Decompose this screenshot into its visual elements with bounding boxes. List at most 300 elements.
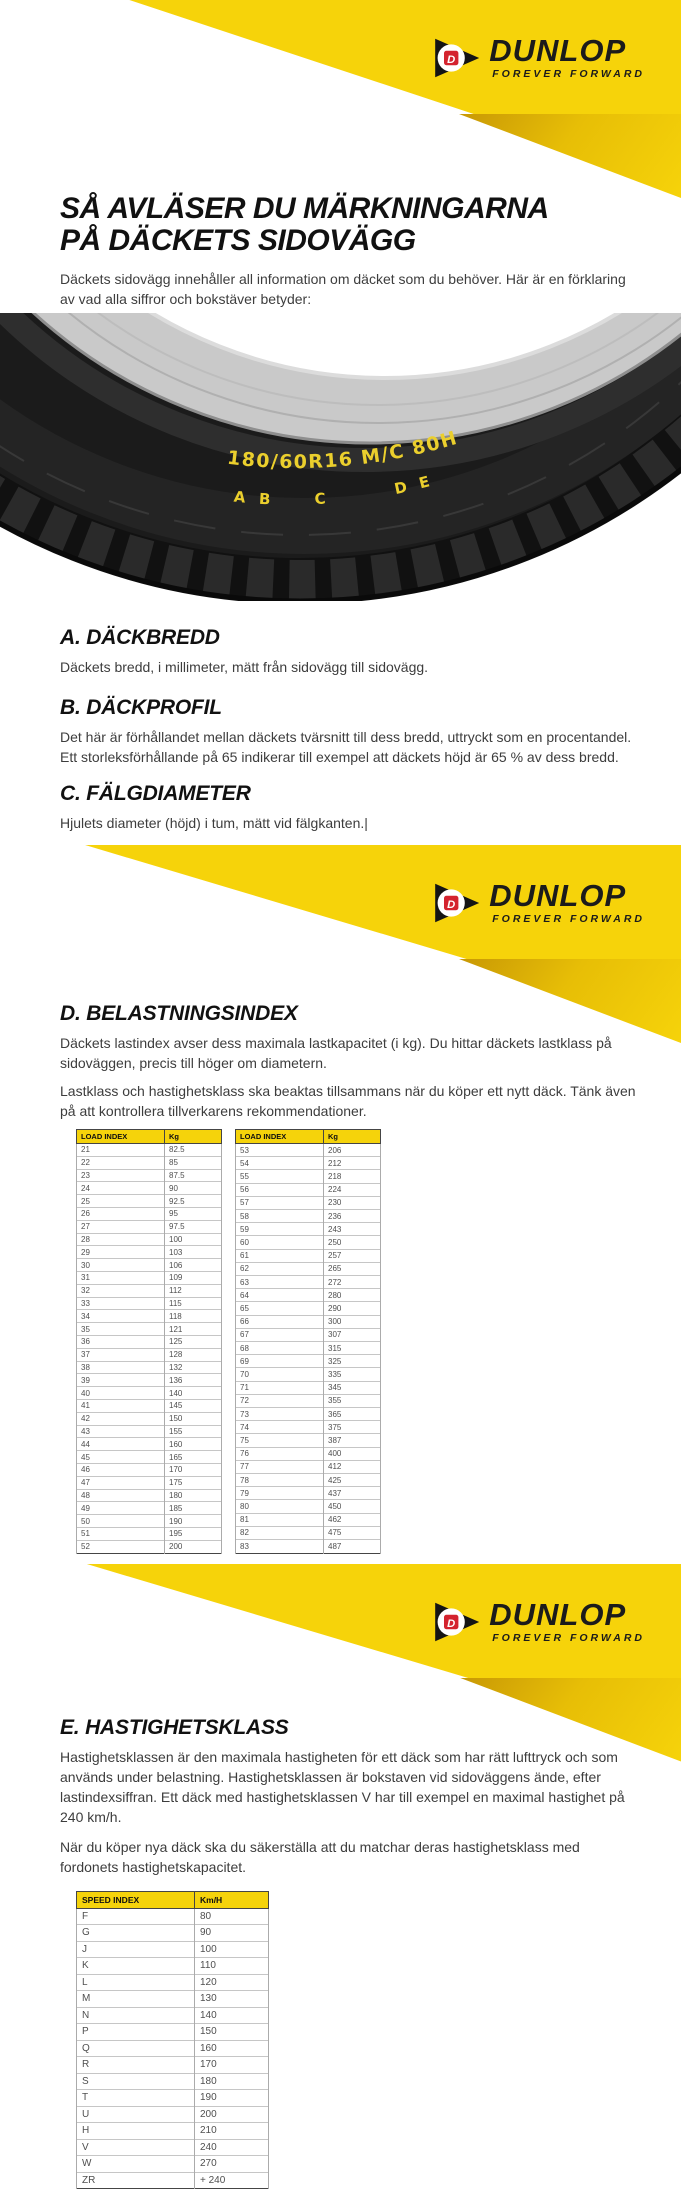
table-cell: 90 bbox=[195, 1925, 269, 1942]
table-row bbox=[77, 1182, 222, 1195]
table-cell: 412 bbox=[324, 1460, 381, 1473]
table-cell: 206 bbox=[324, 1144, 381, 1157]
table-row bbox=[77, 1515, 222, 1528]
table-cell: 70 bbox=[236, 1368, 324, 1381]
dunlop-d-icon bbox=[432, 34, 480, 82]
table-row bbox=[77, 1310, 222, 1323]
page-title-line2: PÅ DÄCKETS SIDOVÄGG bbox=[60, 224, 416, 257]
table-cell: 23 bbox=[77, 1169, 165, 1182]
table-cell: 55 bbox=[236, 1170, 324, 1183]
table-row bbox=[236, 1302, 381, 1315]
table-row bbox=[236, 1157, 381, 1170]
table-cell: 170 bbox=[165, 1463, 222, 1476]
logo-text bbox=[489, 33, 645, 80]
intro-paragraph: Däckets sidovägg innehåller all information om däcket som du behöver. Här är en förklaring av vad alla siffror och bokstäver betyder: bbox=[60, 271, 626, 307]
table-cell: 21 bbox=[77, 1144, 165, 1157]
section-b-heading: B. DÄCKPROFIL bbox=[60, 696, 222, 719]
table-cell: 35 bbox=[77, 1323, 165, 1336]
table-row bbox=[236, 1342, 381, 1355]
table-cell: F bbox=[77, 1908, 195, 1925]
table-cell: 80 bbox=[195, 1908, 269, 1925]
table-cell: 272 bbox=[324, 1276, 381, 1289]
table-cell: 109 bbox=[165, 1271, 222, 1284]
table-cell: 115 bbox=[165, 1297, 222, 1310]
table-cell: M bbox=[77, 1991, 195, 2008]
table-row bbox=[236, 1355, 381, 1368]
brand-banner-bottom bbox=[0, 1564, 681, 1679]
table-cell: 345 bbox=[324, 1381, 381, 1394]
table-row bbox=[236, 1394, 381, 1407]
table-row bbox=[236, 1447, 381, 1460]
table-cell: 77 bbox=[236, 1460, 324, 1473]
table-cell: 128 bbox=[165, 1348, 222, 1361]
table-row bbox=[77, 1220, 222, 1233]
table-cell: 30 bbox=[77, 1259, 165, 1272]
table-cell: 112 bbox=[165, 1284, 222, 1297]
table-cell: 243 bbox=[324, 1223, 381, 1236]
table-cell: 83 bbox=[236, 1540, 324, 1553]
table-row bbox=[236, 1262, 381, 1275]
tire-sidewall-image bbox=[0, 313, 681, 601]
section-d-body2: Lastklass och hastighetsklass ska beaktas tillsammans när du köper ett nytt däck. Tänk även på att kontrollera tillverkarens rekommendationer. bbox=[60, 1083, 636, 1119]
table-cell: 97.5 bbox=[165, 1220, 222, 1233]
table-cell: 75 bbox=[236, 1434, 324, 1447]
table-row bbox=[77, 1451, 222, 1464]
brand-banner-middle bbox=[0, 845, 681, 960]
table-cell: 33 bbox=[77, 1297, 165, 1310]
table-row bbox=[77, 1425, 222, 1438]
table-cell: 155 bbox=[165, 1425, 222, 1438]
table-cell: 43 bbox=[77, 1425, 165, 1438]
header-row bbox=[236, 1130, 381, 1144]
table-row bbox=[236, 1328, 381, 1341]
table-cell: 41 bbox=[77, 1399, 165, 1412]
table-cell: 82.5 bbox=[165, 1144, 222, 1157]
table-cell: 136 bbox=[165, 1374, 222, 1387]
section-d-body1: Däckets lastindex avser dess maximala lastkapacitet (i kg). Du hittar däckets lastklass på sidoväggen, precis till höger om diametern. bbox=[60, 1035, 612, 1071]
table-cell: 325 bbox=[324, 1355, 381, 1368]
table-cell: 82 bbox=[236, 1526, 324, 1539]
table-cell: 190 bbox=[165, 1515, 222, 1528]
header-row bbox=[77, 1891, 269, 1908]
table-cell: 290 bbox=[324, 1302, 381, 1315]
table-row bbox=[77, 1169, 222, 1182]
table-cell: 29 bbox=[77, 1246, 165, 1259]
table-row bbox=[77, 1323, 222, 1336]
table-row bbox=[77, 1207, 222, 1220]
table-cell: 120 bbox=[195, 1974, 269, 1991]
table-cell: 180 bbox=[165, 1489, 222, 1502]
svg-text:D: D bbox=[447, 1617, 456, 1630]
table-row bbox=[77, 2172, 269, 2189]
table-cell: 81 bbox=[236, 1513, 324, 1526]
table-cell: ZR bbox=[77, 2172, 195, 2189]
table-cell: 65 bbox=[236, 1302, 324, 1315]
table-cell: 68 bbox=[236, 1342, 324, 1355]
table-cell: S bbox=[77, 2073, 195, 2090]
table-row bbox=[77, 1156, 222, 1169]
column-header: Kg bbox=[324, 1130, 381, 1144]
table-cell: 71 bbox=[236, 1381, 324, 1394]
table-cell: 165 bbox=[165, 1451, 222, 1464]
table-cell: 69 bbox=[236, 1355, 324, 1368]
dunlop-d-icon bbox=[432, 879, 480, 927]
table-cell: 78 bbox=[236, 1474, 324, 1487]
table-cell: 66 bbox=[236, 1315, 324, 1328]
table-row bbox=[77, 1374, 222, 1387]
table-cell: 51 bbox=[77, 1527, 165, 1540]
table-cell: 200 bbox=[165, 1540, 222, 1553]
table-cell: 365 bbox=[324, 1408, 381, 1421]
brand-name: DUNLOP bbox=[489, 33, 627, 68]
table-cell: 475 bbox=[324, 1526, 381, 1539]
table-row bbox=[236, 1474, 381, 1487]
speed-index-table bbox=[76, 1891, 269, 2190]
column-header: Km/H bbox=[195, 1891, 269, 1908]
table-cell: 39 bbox=[77, 1374, 165, 1387]
table-cell: 100 bbox=[195, 1941, 269, 1958]
section-a bbox=[0, 625, 681, 833]
table-row bbox=[77, 1502, 222, 1515]
table-cell: 145 bbox=[165, 1399, 222, 1412]
table-cell: 36 bbox=[77, 1335, 165, 1348]
table-cell: 257 bbox=[324, 1249, 381, 1262]
dunlop-d-icon bbox=[432, 1598, 480, 1646]
table-cell: 250 bbox=[324, 1236, 381, 1249]
table-row bbox=[77, 2106, 269, 2123]
table-cell: 74 bbox=[236, 1421, 324, 1434]
table-row bbox=[77, 1527, 222, 1540]
table-cell: 140 bbox=[165, 1387, 222, 1400]
table-cell: 450 bbox=[324, 1500, 381, 1513]
table-cell: 355 bbox=[324, 1394, 381, 1407]
table-row bbox=[77, 2139, 269, 2156]
table-row bbox=[236, 1223, 381, 1236]
dunlop-logo bbox=[432, 34, 645, 82]
column-header: Kg bbox=[165, 1130, 222, 1144]
table-row bbox=[77, 2090, 269, 2107]
marking-label-a: A bbox=[232, 487, 247, 507]
table-cell: 121 bbox=[165, 1323, 222, 1336]
table-cell: 218 bbox=[324, 1170, 381, 1183]
table-cell: 125 bbox=[165, 1335, 222, 1348]
table-cell: 34 bbox=[77, 1310, 165, 1323]
table-row bbox=[236, 1460, 381, 1473]
table-cell: 224 bbox=[324, 1183, 381, 1196]
table-row bbox=[236, 1500, 381, 1513]
table-cell: 487 bbox=[324, 1540, 381, 1553]
table-cell: G bbox=[77, 1925, 195, 1942]
table-cell: 265 bbox=[324, 1262, 381, 1275]
table-cell: 76 bbox=[236, 1447, 324, 1460]
table-cell: 185 bbox=[165, 1502, 222, 1515]
table-row bbox=[236, 1526, 381, 1539]
brand-name: DUNLOP bbox=[489, 878, 627, 913]
dunlop-logo bbox=[432, 1598, 645, 1646]
brand-tagline: FOREVER FORWARD bbox=[492, 68, 645, 80]
table-cell: 92.5 bbox=[165, 1195, 222, 1208]
table-cell: 335 bbox=[324, 1368, 381, 1381]
table-cell: 46 bbox=[77, 1463, 165, 1476]
table-row bbox=[77, 1246, 222, 1259]
table-row bbox=[77, 1361, 222, 1374]
marking-label-b: B bbox=[258, 489, 271, 509]
table-cell: 32 bbox=[77, 1284, 165, 1297]
table-row bbox=[236, 1276, 381, 1289]
logo-text bbox=[489, 878, 645, 925]
page-title-line1: SÅ AVLÄSER DU MÄRKNINGARNA bbox=[60, 192, 549, 225]
table-cell: 45 bbox=[77, 1451, 165, 1464]
table-cell: P bbox=[77, 2024, 195, 2041]
table-cell: 190 bbox=[195, 2090, 269, 2107]
table-row bbox=[77, 1974, 269, 1991]
table-row bbox=[77, 2007, 269, 2024]
header-row bbox=[77, 1130, 222, 1144]
table-cell: 50 bbox=[77, 1515, 165, 1528]
table-cell: 40 bbox=[77, 1387, 165, 1400]
svg-text:D: D bbox=[447, 898, 456, 911]
column-header: SPEED INDEX bbox=[77, 1891, 195, 1908]
section-d-heading: D. BELASTNINGSINDEX bbox=[60, 1002, 298, 1025]
table-row bbox=[236, 1315, 381, 1328]
table-row bbox=[77, 1908, 269, 1925]
table-cell: 44 bbox=[77, 1438, 165, 1451]
brand-name: DUNLOP bbox=[489, 1596, 627, 1632]
marking-label-c: C bbox=[314, 489, 327, 509]
table-cell: 195 bbox=[165, 1527, 222, 1540]
table-row bbox=[236, 1368, 381, 1381]
table-cell: 315 bbox=[324, 1342, 381, 1355]
table-cell: 31 bbox=[77, 1271, 165, 1284]
table-row bbox=[236, 1289, 381, 1302]
table-cell: 54 bbox=[236, 1157, 324, 1170]
table-row bbox=[77, 2057, 269, 2074]
table-cell: 73 bbox=[236, 1408, 324, 1421]
table-row bbox=[77, 1991, 269, 2008]
table-cell: W bbox=[77, 2156, 195, 2173]
table-cell: 103 bbox=[165, 1246, 222, 1259]
marking-label-d: D bbox=[392, 477, 409, 498]
table-row bbox=[77, 1233, 222, 1246]
section-c-body: Hjulets diameter (höjd) i tum, mätt vid fälgkanten.| bbox=[60, 815, 368, 831]
svg-text:D: D bbox=[447, 53, 456, 66]
table-cell: 24 bbox=[77, 1182, 165, 1195]
table-row bbox=[236, 1236, 381, 1249]
table-cell: 118 bbox=[165, 1310, 222, 1323]
table-row bbox=[236, 1513, 381, 1526]
table-cell: 80 bbox=[236, 1500, 324, 1513]
section-b-body: Det här är förhållandet mellan däckets tvärsnitt till dess bredd, uttryckt som en procentandel. Ett storleksförhållande på 65 indikerar till exempel att däckets höjd är 65 % av dess bredd. bbox=[60, 729, 632, 765]
table-cell: 240 bbox=[195, 2139, 269, 2156]
table-cell: 61 bbox=[236, 1249, 324, 1262]
table-cell: 26 bbox=[77, 1207, 165, 1220]
tire-marking-text: 180/60R16 M/C 80H bbox=[226, 426, 461, 474]
table-row bbox=[77, 1271, 222, 1284]
table-cell: 25 bbox=[77, 1195, 165, 1208]
table-cell: 95 bbox=[165, 1207, 222, 1220]
table-row bbox=[77, 1540, 222, 1553]
table-cell: 236 bbox=[324, 1210, 381, 1223]
table-cell: Q bbox=[77, 2040, 195, 2057]
section-d bbox=[0, 1001, 681, 1554]
table-cell: 79 bbox=[236, 1487, 324, 1500]
page-title bbox=[60, 193, 641, 257]
table-row bbox=[236, 1170, 381, 1183]
table-cell: 210 bbox=[195, 2123, 269, 2140]
table-cell: N bbox=[77, 2007, 195, 2024]
table-cell: + 240 bbox=[195, 2172, 269, 2189]
table-cell: 27 bbox=[77, 1220, 165, 1233]
table-cell: 170 bbox=[195, 2057, 269, 2074]
table-cell: 270 bbox=[195, 2156, 269, 2173]
table-row bbox=[77, 1399, 222, 1412]
table-row bbox=[77, 1412, 222, 1425]
table-row bbox=[236, 1183, 381, 1196]
table-cell: 48 bbox=[77, 1489, 165, 1502]
table-cell: 42 bbox=[77, 1412, 165, 1425]
section-e bbox=[0, 1715, 681, 2190]
brand-tagline: FOREVER FORWARD bbox=[492, 1631, 645, 1644]
table-row bbox=[77, 1941, 269, 1958]
table-cell: 57 bbox=[236, 1196, 324, 1209]
table-cell: 437 bbox=[324, 1487, 381, 1500]
table-cell: 425 bbox=[324, 1474, 381, 1487]
section-e-heading: E. HASTIGHETSKLASS bbox=[60, 1715, 289, 1739]
table-cell: 132 bbox=[165, 1361, 222, 1374]
table-row bbox=[77, 2073, 269, 2090]
table-row bbox=[77, 1387, 222, 1400]
table-row bbox=[77, 1195, 222, 1208]
table-cell: H bbox=[77, 2123, 195, 2140]
brand-tagline: FOREVER FORWARD bbox=[492, 913, 645, 925]
table-cell: 307 bbox=[324, 1328, 381, 1341]
table-cell: 59 bbox=[236, 1223, 324, 1236]
table-cell: 200 bbox=[195, 2106, 269, 2123]
table-cell: 47 bbox=[77, 1476, 165, 1489]
load-index-tables bbox=[76, 1129, 641, 1554]
table-cell: 63 bbox=[236, 1276, 324, 1289]
table-cell: 72 bbox=[236, 1394, 324, 1407]
section-a-body: Däckets bredd, i millimeter, mätt från sidovägg till sidovägg. bbox=[60, 659, 429, 675]
brand-banner-top bbox=[0, 0, 681, 115]
table-cell: 175 bbox=[165, 1476, 222, 1489]
table-cell: 58 bbox=[236, 1210, 324, 1223]
table-row bbox=[77, 1144, 222, 1157]
gold-wedge bbox=[459, 114, 681, 198]
table-cell: 375 bbox=[324, 1421, 381, 1434]
table-row bbox=[236, 1408, 381, 1421]
table-cell: 150 bbox=[165, 1412, 222, 1425]
load-index-table-right bbox=[235, 1129, 381, 1554]
table-cell: 300 bbox=[324, 1315, 381, 1328]
table-row bbox=[77, 1348, 222, 1361]
table-cell: L bbox=[77, 1974, 195, 1991]
table-cell: 160 bbox=[195, 2040, 269, 2057]
table-cell: 160 bbox=[165, 1438, 222, 1451]
table-row bbox=[236, 1487, 381, 1500]
table-row bbox=[77, 1463, 222, 1476]
table-row bbox=[77, 2040, 269, 2057]
table-row bbox=[236, 1434, 381, 1447]
table-row bbox=[236, 1144, 381, 1157]
table-cell: U bbox=[77, 2106, 195, 2123]
dunlop-logo bbox=[432, 879, 645, 927]
table-cell: J bbox=[77, 1941, 195, 1958]
table-cell: R bbox=[77, 2057, 195, 2074]
table-cell: 22 bbox=[77, 1156, 165, 1169]
table-cell: 462 bbox=[324, 1513, 381, 1526]
table-cell: 49 bbox=[77, 1502, 165, 1515]
table-row bbox=[236, 1249, 381, 1262]
table-cell: 100 bbox=[165, 1233, 222, 1246]
table-row bbox=[77, 1438, 222, 1451]
table-row bbox=[236, 1421, 381, 1434]
section-e-body2: När du köper nya däck ska du säkerställa att du matchar deras hastighetsklass med fordonets hastighetskapacitet. bbox=[60, 1838, 580, 1875]
table-row bbox=[77, 1335, 222, 1348]
section-a-heading: A. DÄCKBREDD bbox=[60, 626, 220, 649]
table-row bbox=[236, 1381, 381, 1394]
section-c-heading: C. FÄLGDIAMETER bbox=[60, 782, 251, 805]
table-row bbox=[77, 1259, 222, 1272]
table-row bbox=[77, 1297, 222, 1310]
table-row bbox=[236, 1196, 381, 1209]
table-cell: 140 bbox=[195, 2007, 269, 2024]
table-cell: 64 bbox=[236, 1289, 324, 1302]
section-e-body1: Hastighetsklassen är den maximala hastigheten för ett däck som har rätt lufttryck och som används under belastning. Hastighetsklassen är bokstaven vid sidoväggens ände, efter lastindexsiffran. Ett däck med hastighetsklassen V har till exempel en maximal hastighet på 240 km/h. bbox=[60, 1748, 625, 1825]
table-cell: V bbox=[77, 2139, 195, 2156]
table-cell: 52 bbox=[77, 1540, 165, 1553]
table-row bbox=[236, 1210, 381, 1223]
table-row bbox=[77, 2156, 269, 2173]
marking-label-e: E bbox=[417, 472, 432, 493]
column-header: LOAD INDEX bbox=[77, 1130, 165, 1144]
table-row bbox=[77, 2123, 269, 2140]
table-cell: 387 bbox=[324, 1434, 381, 1447]
table-cell: 230 bbox=[324, 1196, 381, 1209]
column-header: LOAD INDEX bbox=[236, 1130, 324, 1144]
table-cell: 400 bbox=[324, 1447, 381, 1460]
table-row bbox=[77, 1958, 269, 1975]
table-row bbox=[77, 1925, 269, 1942]
table-cell: 38 bbox=[77, 1361, 165, 1374]
table-cell: 180 bbox=[195, 2073, 269, 2090]
table-cell: 56 bbox=[236, 1183, 324, 1196]
table-cell: T bbox=[77, 2090, 195, 2107]
table-row bbox=[236, 1540, 381, 1553]
table-row bbox=[77, 2024, 269, 2041]
table-cell: 87.5 bbox=[165, 1169, 222, 1182]
table-cell: 53 bbox=[236, 1144, 324, 1157]
table-row bbox=[77, 1476, 222, 1489]
table-cell: 67 bbox=[236, 1328, 324, 1341]
table-cell: 85 bbox=[165, 1156, 222, 1169]
table-cell: 130 bbox=[195, 1991, 269, 2008]
table-cell: 150 bbox=[195, 2024, 269, 2041]
table-cell: 280 bbox=[324, 1289, 381, 1302]
table-cell: 37 bbox=[77, 1348, 165, 1361]
table-cell: 212 bbox=[324, 1157, 381, 1170]
table-cell: 62 bbox=[236, 1262, 324, 1275]
table-row bbox=[77, 1489, 222, 1502]
table-cell: 60 bbox=[236, 1236, 324, 1249]
intro-section bbox=[0, 193, 681, 309]
logo-text bbox=[489, 1596, 645, 1644]
table-row bbox=[77, 1284, 222, 1297]
table-cell: 110 bbox=[195, 1958, 269, 1975]
table-cell: 28 bbox=[77, 1233, 165, 1246]
table-cell: K bbox=[77, 1958, 195, 1975]
table-cell: 90 bbox=[165, 1182, 222, 1195]
